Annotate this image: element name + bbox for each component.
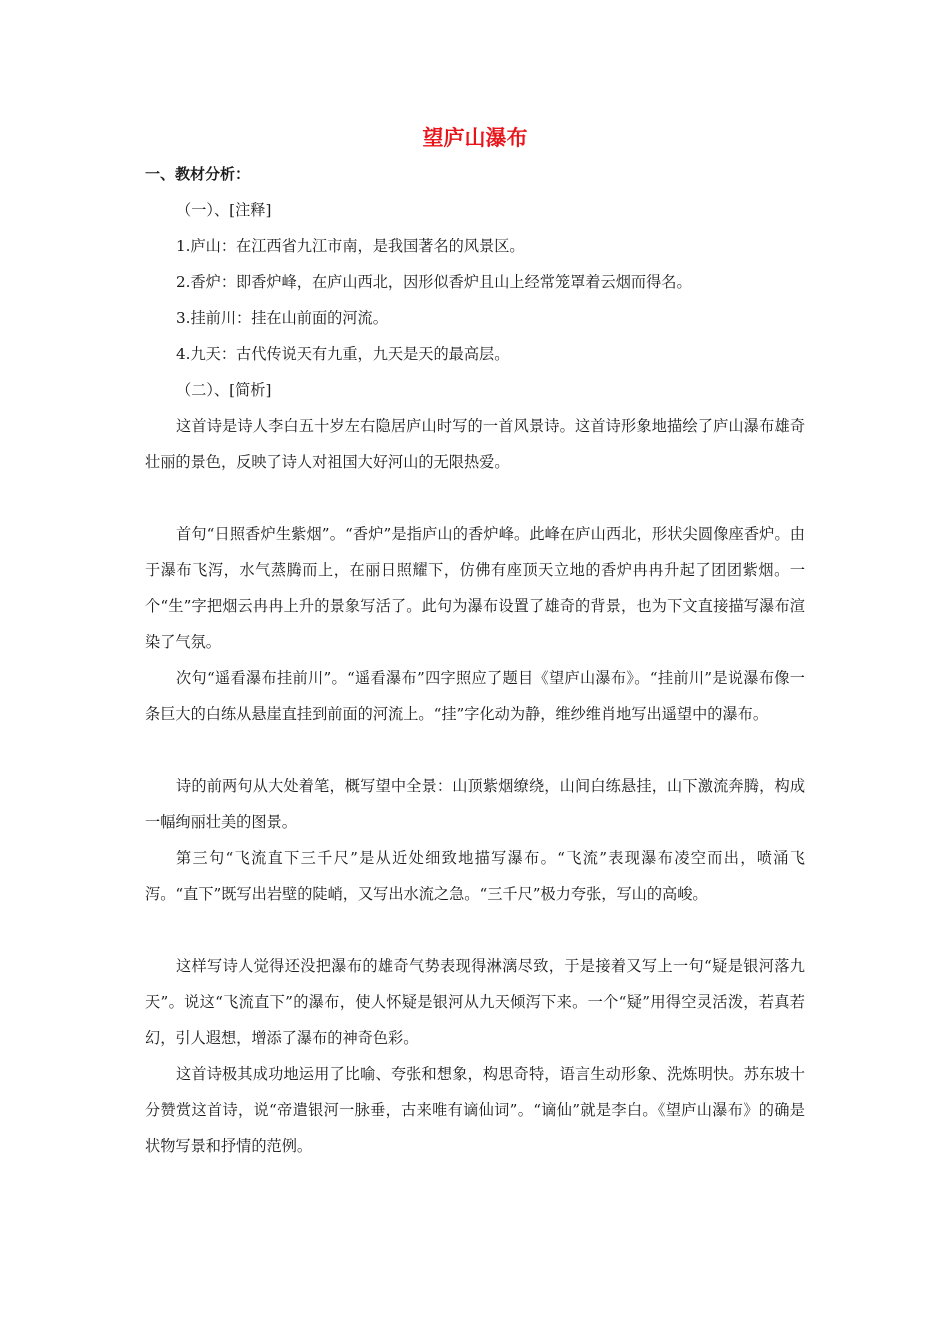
paragraph: 这首诗是诗人李白五十岁左右隐居庐山时写的一首风景诗。这首诗形象地描绘了庐山瀑布雄奇壮丽的景色，反映了诗人对祖国大好河山的无限热爱。 <box>145 417 805 471</box>
note-item: 4.九天：古代传说天有九重，九天是天的最高层。 <box>176 345 510 363</box>
document-title: 望庐山瀑布 <box>422 126 528 150</box>
note-item: 2.香炉：即香炉峰，在庐山西北，因形似香炉且山上经常笼罩着云烟而得名。 <box>176 273 692 291</box>
note-item: 1.庐山：在江西省九江市南，是我国著名的风景区。 <box>176 237 525 255</box>
notes-heading: （一）、[注释] <box>176 201 272 219</box>
analysis-heading: （二）、[简析] <box>176 381 272 399</box>
paragraph: 首句“日照香炉生紫烟”。“香炉”是指庐山的香炉峰。此峰在庐山西北，形状尖圆像座香炉。由于瀑布飞泻，水气蒸腾而上，在丽日照耀下，仿佛有座顶天立地的香炉冉冉升起了团团紫烟。一个“生”字把烟云冉冉上升的景象写活了。此句为瀑布设置了雄奇的背景，也为下文直接描写瀑布渲染了气氛。 <box>145 525 805 651</box>
paragraph: 第三句“飞流直下三千尺”是从近处细致地描写瀑布。“飞流”表现瀑布凌空而出，喷涌飞泻。“直下”既写出岩壁的陡峭，又写出水流之急。“三千尺”极力夸张，写山的高峻。 <box>145 849 805 903</box>
paragraph: 这首诗极其成功地运用了比喻、夸张和想象，构思奇特，语言生动形象、洗炼明快。苏东坡十分赞赏这首诗，说“帝遣银河一脉垂，古来唯有谪仙词”。“谪仙”就是李白。《望庐山瀑布》的确是状物写景和抒情的范例。 <box>145 1065 805 1155</box>
note-item: 3.挂前川：挂在山前面的河流。 <box>176 309 388 327</box>
paragraph: 诗的前两句从大处着笔，概写望中全景：山顶紫烟缭绕，山间白练悬挂，山下激流奔腾，构成一幅绚丽壮美的图景。 <box>145 777 805 831</box>
paragraph: 次句“遥看瀑布挂前川”。“遥看瀑布”四字照应了题目《望庐山瀑布》。“挂前川”是说瀑布像一条巨大的白练从悬崖直挂到前面的河流上。“挂”字化动为静，维纱维肖地写出遥望中的瀑布。 <box>145 669 805 723</box>
section-heading: 一、教材分析： <box>145 165 251 183</box>
paragraph: 这样写诗人觉得还没把瀑布的雄奇气势表现得淋漓尽致，于是接着又写上一句“疑是银河落九天”。说这“飞流直下”的瀑布，使人怀疑是银河从九天倾泻下来。一个“疑”用得空灵活泼，若真若幻，引人遐想，增添了瀑布的神奇色彩。 <box>145 957 805 1047</box>
